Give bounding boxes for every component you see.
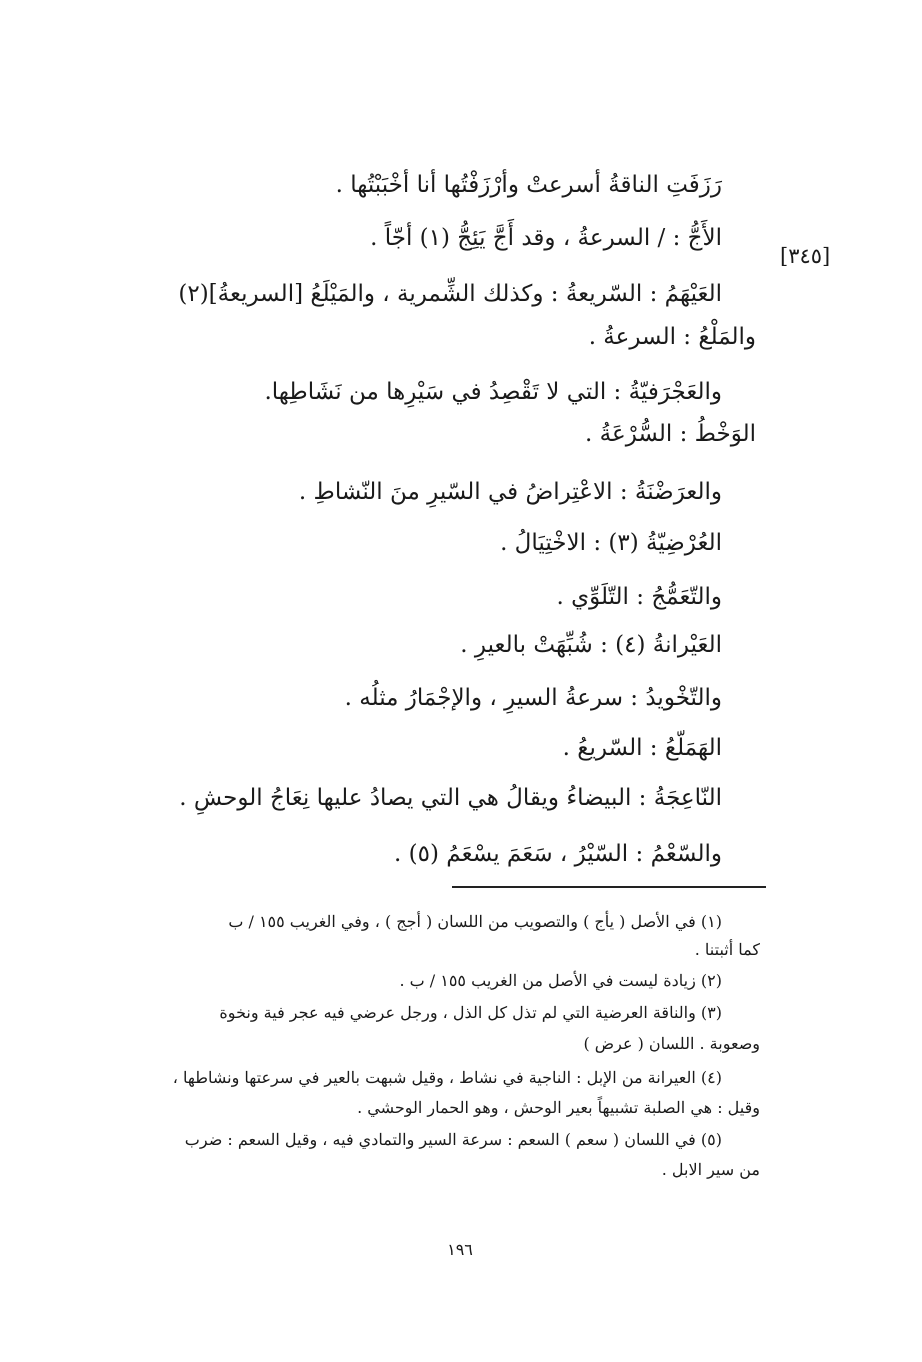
footnote-line: (١) في الأصل ( يأج ) والتصويب من اللسان ( أجج ) ، وفي الغريب ١٥٥ / ب [228, 912, 722, 931]
footnote-line: (٣) والناقة العرضية التي لم تذل كل الذل ، ورجل عرضي فيه عجر فية ونخوة [219, 1003, 722, 1022]
text-line: الوَخْطُ : السُّرْعَةُ . [585, 421, 756, 447]
text-line: والمَلْعُ : السرعةُ . [588, 324, 756, 350]
footnote-line: (٤) العيرانة من الإبل : الناجية في نشاط ، وقيل شبهت بالعير في سرعتها ونشاطها ، [172, 1068, 722, 1087]
text-line: العَيْرانةُ (٤) : شُبِّهَتْ بالعيرِ . [460, 632, 722, 658]
text-line: والتّعَمُّجُ : التّلَوِّي . [556, 584, 722, 610]
text-line: العَيْهَمُ : السّريعةُ : وكذلك الشِّمرية ، والمَيْلَعُ [السريعةُ](٢) [178, 281, 722, 307]
text-line: الأَجُّ : / السرعةُ ، وقد أَجَّ يَئِجُّ (١) أجّاً . [370, 225, 722, 251]
footnote-line: من سير الابل . [661, 1160, 760, 1179]
page-number: ١٩٦ [447, 1240, 473, 1259]
footnote-line: وقيل : هي الصلبة تشبيهاً بعير الوحش ، وهو الحمار الوحشي . [357, 1098, 760, 1117]
text-line: النّاعِجَةُ : البيضاءُ ويقالُ هي التي يصادُ عليها نِعَاجُ الوحشِ . [179, 785, 722, 811]
footnote-line: (٢) زيادة ليست في الأصل من الغريب ١٥٥ / ب . [399, 971, 722, 990]
footnote-line: (٥) في اللسان ( سعم ) السعم : سرعة السير والتمادي فيه ، وقيل السعم : ضرب [184, 1130, 722, 1149]
footnote-line: وصعوبة . اللسان ( عرض ) [583, 1034, 760, 1053]
footnote-line: كما أثبتنا . [694, 940, 760, 959]
footnote-separator [452, 886, 766, 888]
text-line: والعرَضْنَةُ : الاعْتِراضُ في السّيرِ منَ النّشاطِ . [298, 479, 722, 505]
text-line: والتّخْويدُ : سرعةُ السيرِ ، والإجْمَارُ مثلُه . [344, 685, 722, 711]
margin-page-marker: [٣٤٥] [780, 244, 831, 268]
text-line: والسّعْمُ : السّيْرُ ، سَعَمَ يسْعَمُ (٥) . [394, 841, 722, 867]
text-line: رَزَفَتِ الناقةُ أسرعتْ وأرْزَفْتُها أنا أخْبَبْتُها . [335, 172, 722, 198]
text-line: العُرْضِيّةُ (٣) : الاخْتِيَالُ . [500, 530, 722, 556]
text-line: الهَمَلّعُ : السّريعُ . [562, 735, 722, 761]
text-line: والعَجْرَفيّةُ : التي لا تَقْصِدُ في سَيْرِها من نَشَاطِها. [264, 379, 722, 405]
